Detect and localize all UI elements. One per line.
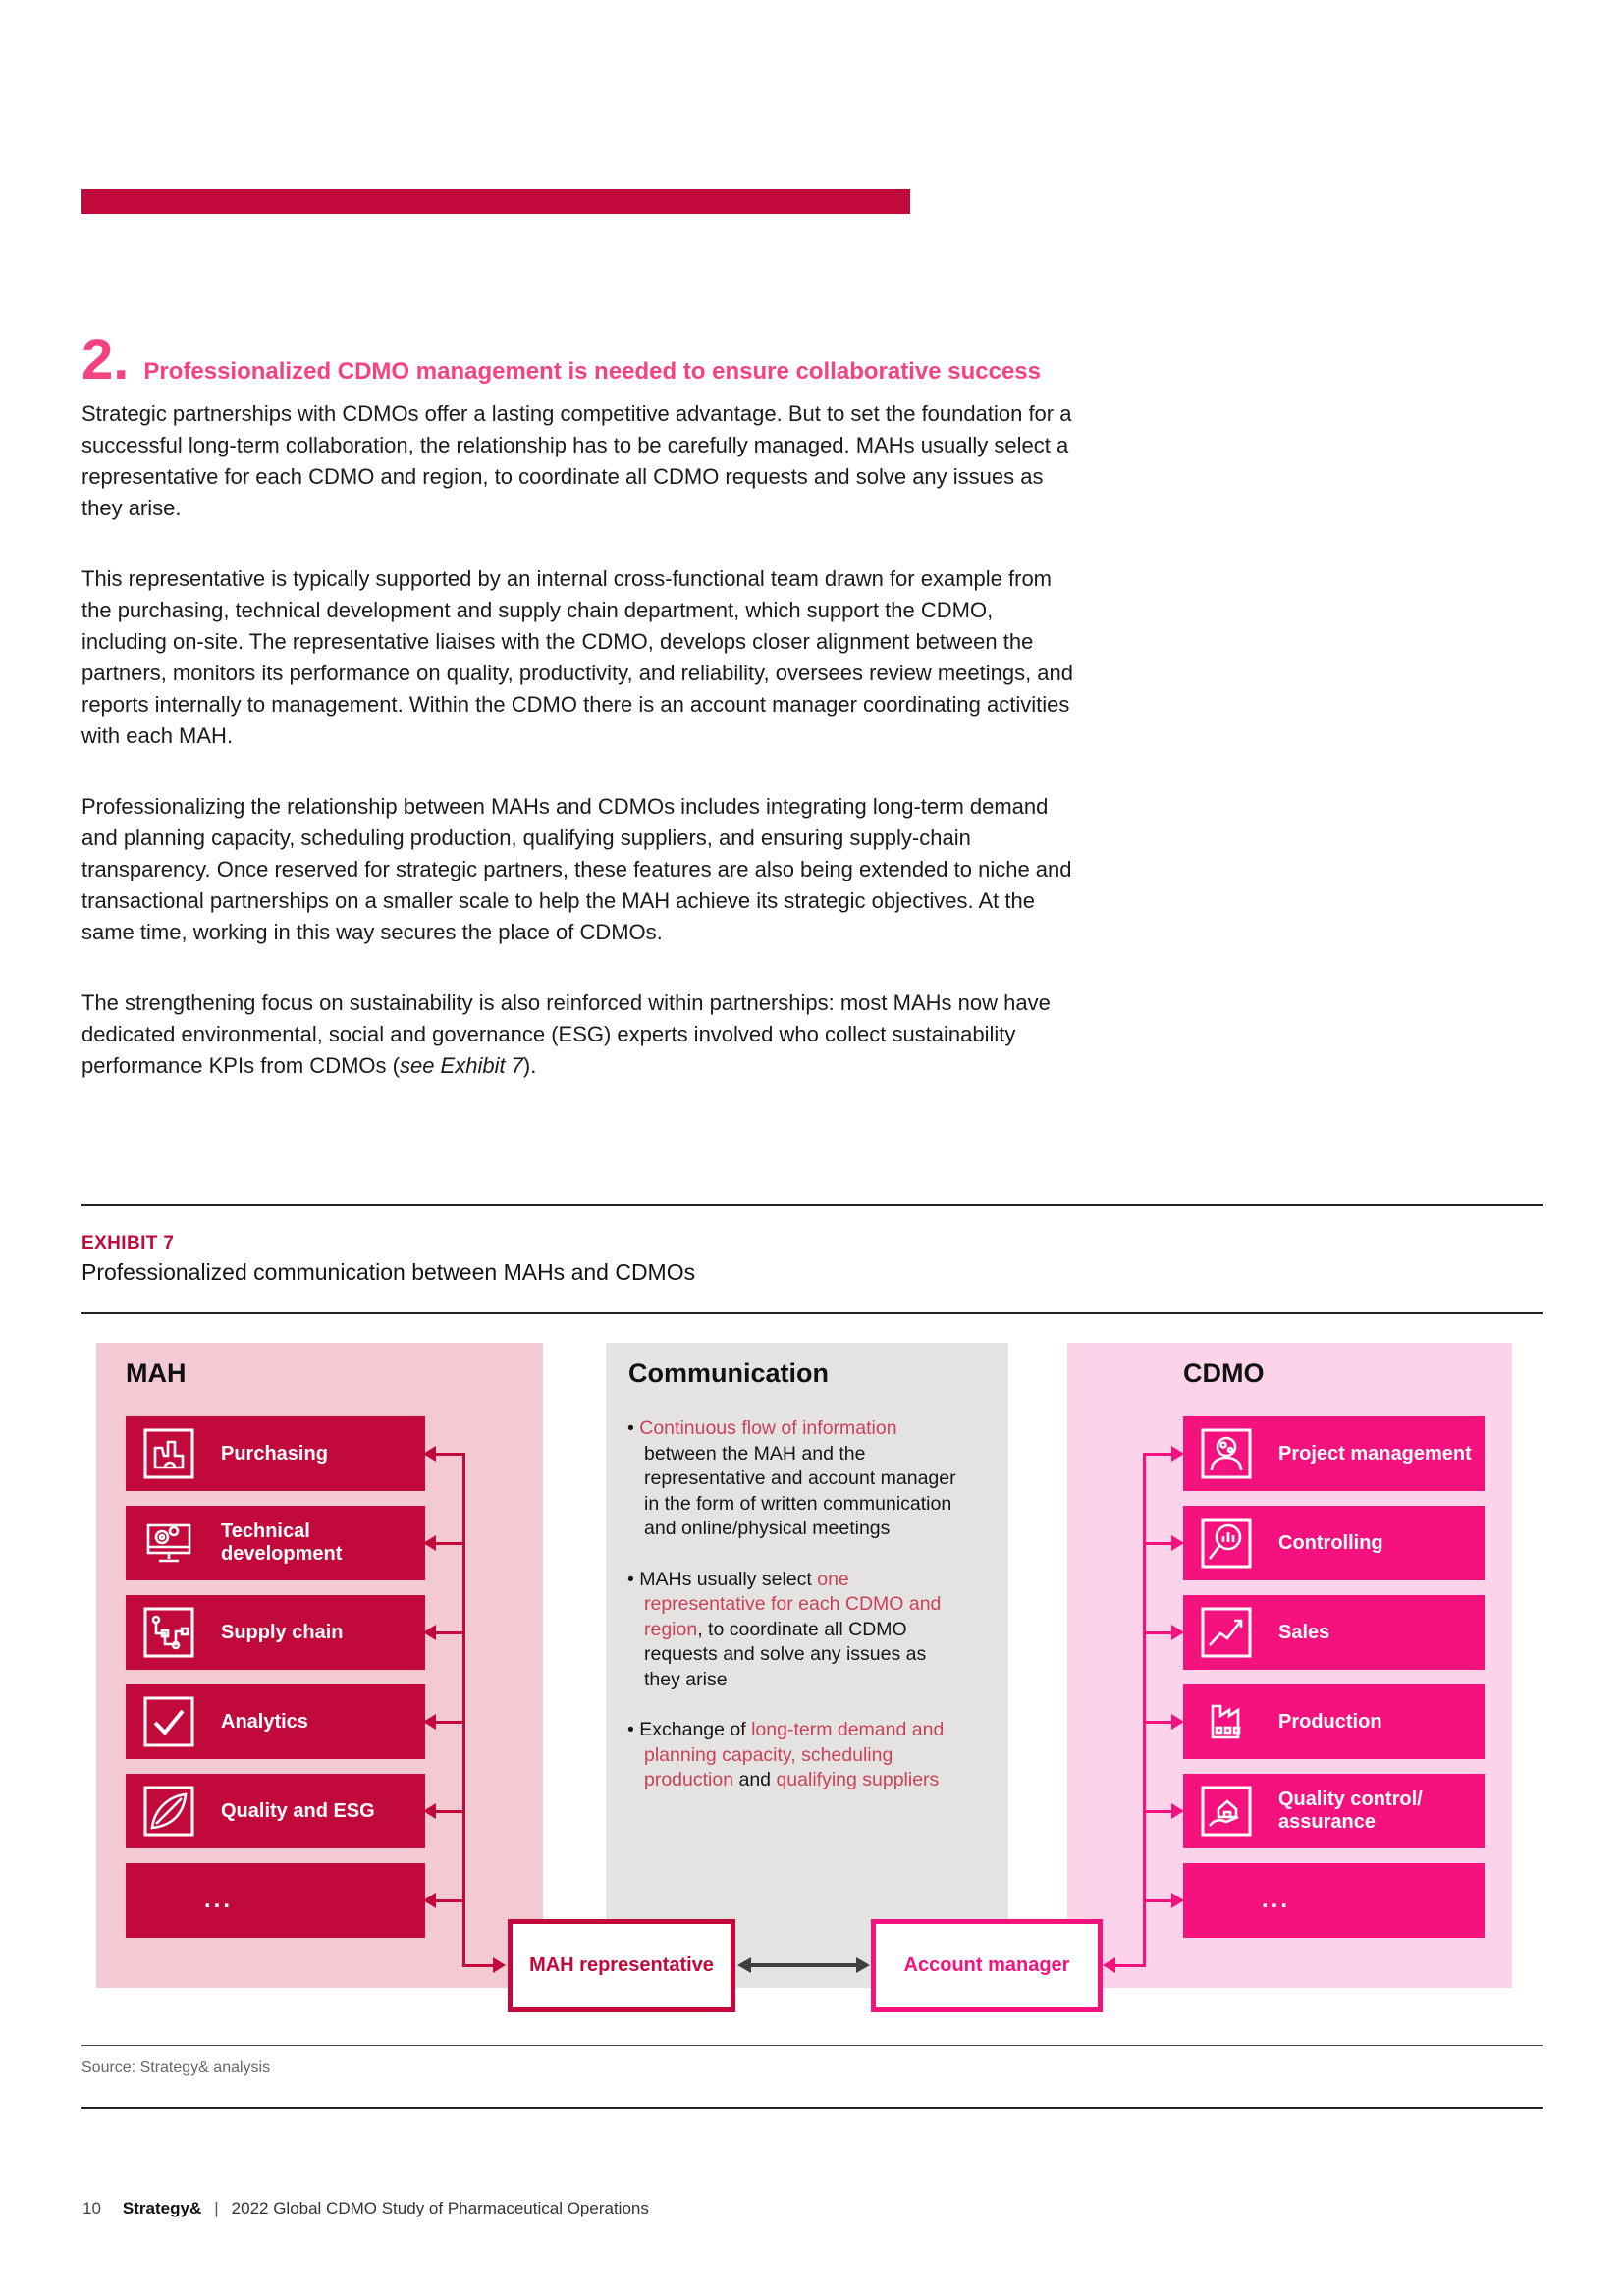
mah-connector-elbow	[462, 1964, 495, 1967]
highlight-text: one representative for each CDMO and region	[644, 1568, 942, 1640]
mah-box-label: Supply chain	[221, 1621, 344, 1643]
line-chart-icon	[1200, 1606, 1253, 1659]
cdmo-panel-header: CDMO	[1183, 1359, 1265, 1388]
monitor-gears-icon	[142, 1517, 195, 1570]
brand-name: Strategy&	[122, 2199, 202, 2217]
section-heading: Professionalized CDMO management is needed to ensure collaborative success	[143, 358, 1042, 385]
communication-bullet	[627, 1568, 965, 1693]
cdmo-connector-trunk	[1143, 1453, 1146, 1967]
text-segment: Exchange of	[639, 1719, 752, 1740]
mah-box	[126, 1595, 425, 1670]
section-content	[81, 328, 1075, 1082]
text-segment: ).	[522, 1053, 537, 1078]
factory-icon	[142, 1427, 195, 1480]
cdmo-stub-line	[1145, 1899, 1173, 1902]
account-manager-box: Account manager	[871, 1919, 1103, 2012]
body-paragraph	[81, 791, 1075, 948]
cdmo-box-label: Production	[1278, 1710, 1382, 1733]
text-segment: and	[733, 1769, 777, 1790]
cdmo-box-label: Quality control/ assurance	[1278, 1789, 1423, 1833]
mah-box-label: Quality and ESG	[221, 1799, 375, 1822]
cdmo-connector-elbow	[1115, 1964, 1145, 1967]
cdmo-stub-line	[1145, 1453, 1173, 1456]
mah-representative-box: MAH representative	[508, 1919, 735, 2012]
page-footer	[82, 2199, 649, 2218]
footer-rule	[81, 2107, 1543, 2109]
top-accent-bar	[81, 189, 910, 214]
flow-icon	[142, 1606, 195, 1659]
body-paragraph	[81, 988, 1075, 1082]
cdmo-stub-line	[1145, 1810, 1173, 1813]
production-icon	[1200, 1695, 1253, 1748]
magnifier-chart-icon	[1200, 1517, 1253, 1570]
communication-bullets	[627, 1416, 965, 1819]
mah-connector-trunk	[462, 1453, 465, 1967]
mah-box-label: Technical development	[221, 1521, 343, 1565]
account-mgr-arrowhead-icon	[1103, 1957, 1115, 1973]
leaf-icon	[142, 1785, 195, 1838]
divider-rule-top	[81, 1204, 1543, 1206]
mah-box	[126, 1506, 425, 1580]
text-segment: between the MAH and the representative and account manager in the form of written communication and online/physical meetings	[644, 1442, 956, 1539]
mah-box	[126, 1863, 425, 1938]
exhibit-label: EXHIBIT 7	[81, 1233, 175, 1254]
cdmo-stub-line	[1145, 1631, 1173, 1634]
text-segment: see Exhibit 7	[399, 1053, 523, 1078]
cdmo-box-label: Controlling	[1278, 1531, 1383, 1554]
check-icon	[142, 1695, 195, 1748]
mah-box-label: Purchasing	[221, 1442, 328, 1465]
body-paragraph	[81, 399, 1075, 524]
communication-bullet	[627, 1718, 965, 1793]
mah-stub-line	[435, 1631, 463, 1634]
mah-stub-line	[435, 1453, 463, 1456]
mah-box-label: Analytics	[221, 1710, 308, 1733]
communication-bullet	[627, 1416, 965, 1542]
cdmo-stub-line	[1145, 1542, 1173, 1545]
source-rule	[81, 2045, 1543, 2046]
cdmo-box	[1183, 1774, 1485, 1848]
text-segment: The strengthening focus on sustainability is also reinforced within partnerships: most MAHs now have dedicated environmental, social and governance (ESG) experts involved who collect sustainability performance KPIs from CDMOs (	[81, 990, 1051, 1078]
cdmo-box-label: Project management	[1278, 1442, 1472, 1465]
mah-stub-line	[435, 1899, 463, 1902]
cdmo-box	[1183, 1863, 1485, 1938]
people-gear-icon	[1200, 1427, 1253, 1480]
text-segment: This representative is typically supported by an internal cross-functional team drawn for example from the purchasing, technical development and supply chain department, which support the CDMO, including on-site. The representative liaises with the CDMO, develops closer alignment between the partners, monitors its performance on quality, productivity, and reliability, oversees review meetings, and reports internally to management. Within the CDMO there is an account manager coordinating activities with each MAH.	[81, 566, 1074, 748]
double-arrow-right-icon	[856, 1957, 870, 1973]
cdmo-box-ellipsis: ...	[1262, 1887, 1291, 1913]
hand-house-icon	[1200, 1785, 1253, 1838]
highlight-text: qualifying suppliers	[776, 1769, 940, 1790]
communication-panel-header: Communication	[628, 1359, 830, 1388]
source-note: Source: Strategy& analysis	[81, 2059, 271, 2076]
section-number: 2.	[81, 328, 130, 392]
double-arrow-shaft	[750, 1963, 857, 1967]
mah-stub-line	[435, 1810, 463, 1813]
highlight-text: long-term demand and planning capacity, scheduling production	[644, 1719, 945, 1790]
body-paragraphs	[81, 399, 1075, 1082]
cdmo-box-label: Sales	[1278, 1621, 1330, 1643]
footer-separator: |	[214, 2199, 219, 2217]
highlight-text: Continuous flow of information	[639, 1417, 897, 1439]
text-segment: Strategic partnerships with CDMOs offer a lasting competitive advantage. But to set the foundation for a successful long-term collaboration, the relationship has to be carefully managed. MAHs usually select a representative for each CDMO and region, to coordinate all CDMO requests and solve any issues as they arise.	[81, 401, 1072, 520]
mah-stub-line	[435, 1542, 463, 1545]
body-paragraph	[81, 563, 1075, 752]
bullet-marker: •	[627, 1417, 640, 1439]
text-segment: , to coordinate all CDMO requests and solve any issues as they arise	[644, 1618, 927, 1690]
mah-rep-arrowhead-icon	[493, 1957, 506, 1973]
mah-box-ellipsis: ...	[204, 1887, 234, 1913]
mah-stub-line	[435, 1721, 463, 1724]
divider-rule-exhibit	[81, 1312, 1543, 1314]
double-arrow-left-icon	[737, 1957, 751, 1973]
bullet-marker: •	[627, 1568, 640, 1590]
mah-panel-header: MAH	[126, 1359, 187, 1388]
cdmo-stub-line	[1145, 1721, 1173, 1724]
text-segment: Professionalizing the relationship between MAHs and CDMOs includes integrating long-term demand and planning capacity, scheduling production, qualifying suppliers, and ensuring supply-chain transparency. Once reserved for strategic partners, these features are also being extended to niche and transactional partnerships on a smaller scale to help the MAH achieve its strategic objectives. At the same time, working in this way secures the place of CDMOs.	[81, 794, 1072, 944]
report-title: 2022 Global CDMO Study of Pharmaceutical Operations	[231, 2199, 649, 2217]
section-heading-row	[81, 328, 1075, 392]
cdmo-box	[1183, 1595, 1485, 1670]
bullet-marker: •	[627, 1719, 640, 1740]
page-number: 10	[82, 2199, 101, 2217]
mah-box	[126, 1416, 425, 1491]
mah-box	[126, 1774, 425, 1848]
mah-box	[126, 1684, 425, 1759]
cdmo-box	[1183, 1506, 1485, 1580]
cdmo-box	[1183, 1684, 1485, 1759]
exhibit-title: Professionalized communication between MAHs and CDMOs	[81, 1259, 696, 1285]
text-segment: MAHs usually select	[639, 1568, 818, 1590]
cdmo-box	[1183, 1416, 1485, 1491]
